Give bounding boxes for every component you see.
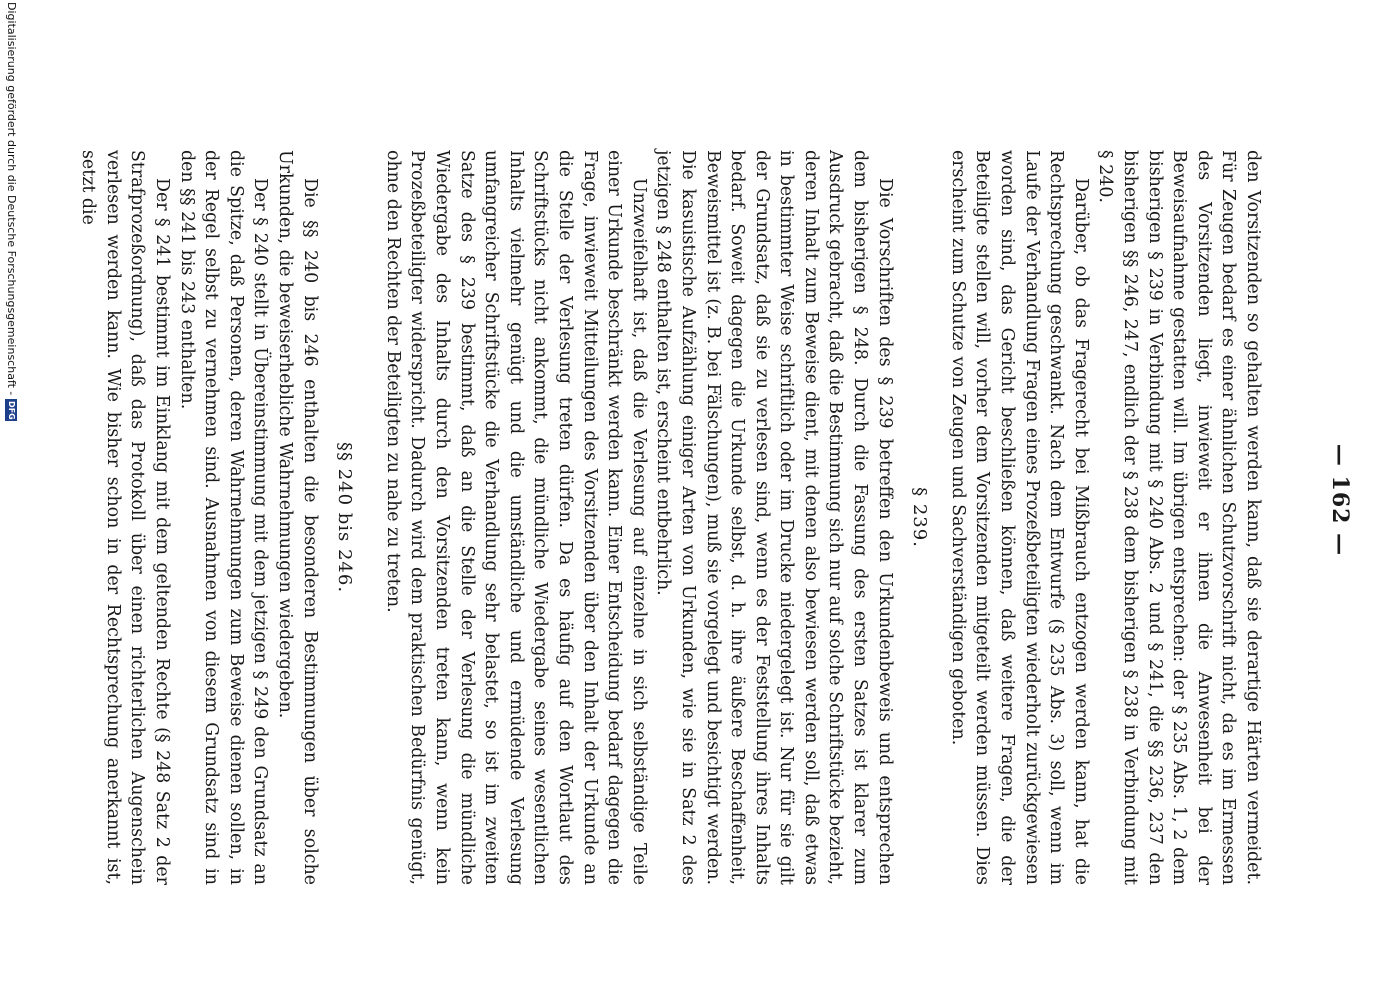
paragraph: Der § 241 bestimmt im Einklang mit dem geltenden Rechte (§ 248 Satz 2 der Strafprozeßordnung), daß das Protokoll über einen richterlichen Augenschein verlesen werden kann. Wie bisher schon in der Rechtsprechung anerkannt ist, setzt die <box>78 150 173 885</box>
paragraph: den Vorsitzenden so gehalten werden kann, daß sie derartige Härten vermeidet. Für Zeugen bedarf es einer ähnlichen Schutzvorschrift nicht, da es im Ermessen des Vorsitzenden liegt, inwieweit er ihnen die Anwesenheit bei der Beweisaufnahme gestatten will. Im übrigen entsprechen: der § 235 Abs. 1, 2 dem bisherigen § 239 in Verbindung mit § 240 Abs. 2 und § 241, die §§ 236, 237 den bisherigen §§ 246, 247, endlich der § 238 dem bisherigen § 238 in Verbindung mit § 240. <box>1095 150 1263 885</box>
page-body <box>76 150 1265 885</box>
paragraph: Die Vorschriften des § 239 betreffen den Urkundenbeweis und entsprechen dem bisherigen § 248. Durch die Fassung des ersten Satzes ist klarer zum Ausdruck gebracht, daß die Bestimmung sich nur auf solche Schriftstücke bezieht, deren Inhalt zum Beweise dient, mit denen also bewiesen werden soll, daß etwas in bestimmter Weise schriftlich oder im Drucke niedergelegt ist. Nur für sie gilt der Grundsatz, daß sie zu verlesen sind, wenn es der Feststellung ihres Inhalts bedarf. Soweit dagegen die Urkunde selbst, d. h. ihre äußere Beschaffenheit, Beweismittel ist (z. B. bei Fälschungen), muß sie vorgelegt und besichtigt werden. Die kasuistische Aufzählung einiger Arten von Urkunden, wie sie in Satz 2 des jetzigen § 248 enthalten ist, erscheint entbehrlich. <box>653 150 895 885</box>
paragraph: Der § 240 stellt in Übereinstimmung mit dem jetzigen § 249 den Grundsatz an die Spitze, daß Personen, deren Wahrnehmungen zum Beweise dienen sollen, in der Regel selbst zu vernehmen sind. Ausnahmen von diesem Grundsatz sind in den §§ 241 bis 243 enthalten. <box>176 150 271 885</box>
dfg-logo-icon: DFG <box>7 401 16 420</box>
section-heading-239: § 239. <box>909 487 931 548</box>
page-number: — 162 — <box>1327 443 1353 557</box>
digitization-credit <box>5 0 18 1002</box>
paragraph: Die §§ 240 bis 246 enthalten die besonderen Bestimmungen über solche Urkunden, die beweiserhebliche Wahrnehmungen wiedergeben. <box>275 150 320 885</box>
section-heading-240-246: §§ 240 bis 246. <box>334 441 356 594</box>
paragraph: Darüber, ob das Fragerecht bei Mißbrauch entzogen werden kann, hat die Rechtsprechung geschwankt. Nach dem Entwurfe (§ 235 Abs. 3) soll, wenn im Laufe der Verhandlung Fragen eines Prozeßbeteiligten wiederholt zurückgewiesen worden sind, das Gericht beschließen können, daß weitere Fragen, die der Beteiligte stellen will, vorher dem Vorsitzenden mitgeteilt werden müssen. Dies erscheint zum Schutze von Zeugen und Sachverständigen geboten. <box>947 150 1091 885</box>
credit-text: Digitalisierung gefördert durch die Deutsche Forschungsgemeinschaft - <box>5 2 18 396</box>
paragraph: Unzweifelhaft ist, daß die Verlesung auf einzelne in sich selbständige Teile einer Urkunde beschränkt werden kann. Einer Entscheidung bedarf dagegen die Frage, inwieweit Mitteilungen des Vorsitzenden über den Inhalt der Urkunde an die Stelle der Verlesung treten dürfen. Da es häufig auf den Wortlaut des Schriftstücks nicht ankommt, die mündliche Wiedergabe seines wesentlichen Inhalts vielmehr genügt und die umständliche und ermüdende Verlesung umfangreicher Schriftstücke die Verhandlung sehr belastet, so ist im zweiten Satze des § 239 bestimmt, daß an die Stelle der Verlesung die mündliche Wiedergabe des Inhalts durch den Vorsitzenden treten kann, wenn kein Prozeßbeteiligter widerspricht. Dadurch wird dem praktischen Bedürfnis genügt, ohne den Rechten der Beteiligten zu nahe zu treten. <box>382 150 649 885</box>
